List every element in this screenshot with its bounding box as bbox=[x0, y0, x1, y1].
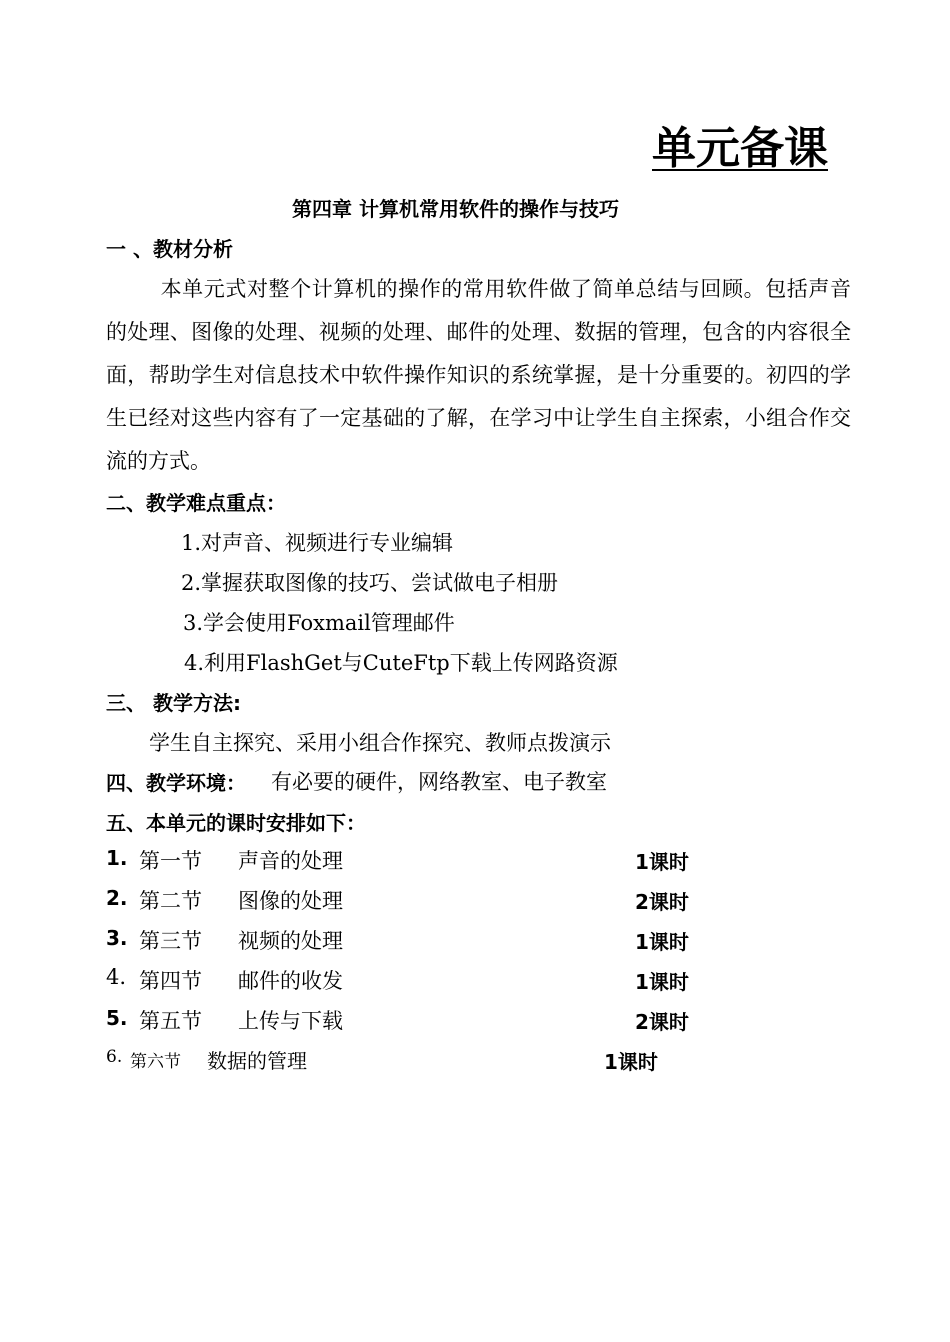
row-topic: 上传与下载 bbox=[238, 1009, 343, 1033]
row-topic: 邮件的收发 bbox=[238, 969, 343, 993]
row-topic: 视频的处理 bbox=[238, 929, 343, 953]
row-section: 第二节 bbox=[139, 889, 202, 913]
key-point-item: 3.学会使用Foxmail管理邮件 bbox=[183, 611, 455, 635]
key-point-item: 1.对声音、视频进行专业编辑 bbox=[181, 531, 454, 555]
document-title: 单元备课 bbox=[652, 123, 828, 174]
row-topic: 图像的处理 bbox=[238, 889, 343, 913]
environment-text: 有必要的硬件，网络教室、电子教室 bbox=[271, 770, 607, 794]
row-section: 第一节 bbox=[139, 849, 202, 873]
row-number: 6. bbox=[106, 1047, 123, 1067]
row-hours: 1课时 bbox=[604, 1050, 658, 1074]
row-number: 1. bbox=[106, 846, 128, 870]
row-section: 第六节 bbox=[130, 1052, 181, 1072]
row-number: 3. bbox=[106, 926, 128, 950]
row-topic: 声音的处理 bbox=[238, 849, 343, 873]
row-number: 4. bbox=[106, 965, 127, 989]
section-heading-schedule: 五、本单元的课时安排如下： bbox=[106, 811, 366, 835]
section-heading-key-points: 二、教学难点重点： bbox=[106, 491, 286, 515]
key-point-item: 2.掌握获取图像的技巧、尝试做电子相册 bbox=[181, 571, 559, 595]
row-section: 第五节 bbox=[139, 1009, 202, 1033]
row-hours: 2课时 bbox=[635, 890, 689, 914]
section-heading-method: 三、 教学方法: bbox=[106, 691, 241, 715]
row-hours: 1课时 bbox=[635, 970, 689, 994]
row-number: 5. bbox=[106, 1006, 128, 1030]
key-point-item: 4.利用FlashGet与CuteFtp下载上传网路资源 bbox=[184, 651, 618, 675]
section-heading-analysis: 一 、教材分析 bbox=[106, 237, 233, 261]
row-number: 2. bbox=[106, 886, 128, 910]
row-hours: 1课时 bbox=[635, 850, 689, 874]
row-topic: 数据的管理 bbox=[207, 1049, 307, 1073]
section-heading-environment: 四、教学环境： bbox=[106, 771, 246, 795]
row-section: 第三节 bbox=[139, 929, 202, 953]
method-text: 学生自主探究、采用小组合作探究、教师点拨演示 bbox=[149, 731, 611, 755]
analysis-paragraph: 本单元式对整个计算机的操作的常用软件做了简单总结与回顾。包括声音的处理、图像的处理、视频的处理、邮件的处理、数据的管理，包含的内容很全面，帮助学生对信息技术中软件操作知识的系统掌握，是十分重要的。初四的学生已经对这些内容有了一定基础的了解，在学习中让学生自主探索，小组合作交流的方式。 bbox=[106, 277, 851, 473]
row-hours: 1课时 bbox=[635, 930, 689, 954]
chapter-heading: 第四章 计算机常用软件的操作与技巧 bbox=[292, 197, 619, 221]
row-section: 第四节 bbox=[139, 969, 202, 993]
row-hours: 2课时 bbox=[635, 1010, 689, 1034]
